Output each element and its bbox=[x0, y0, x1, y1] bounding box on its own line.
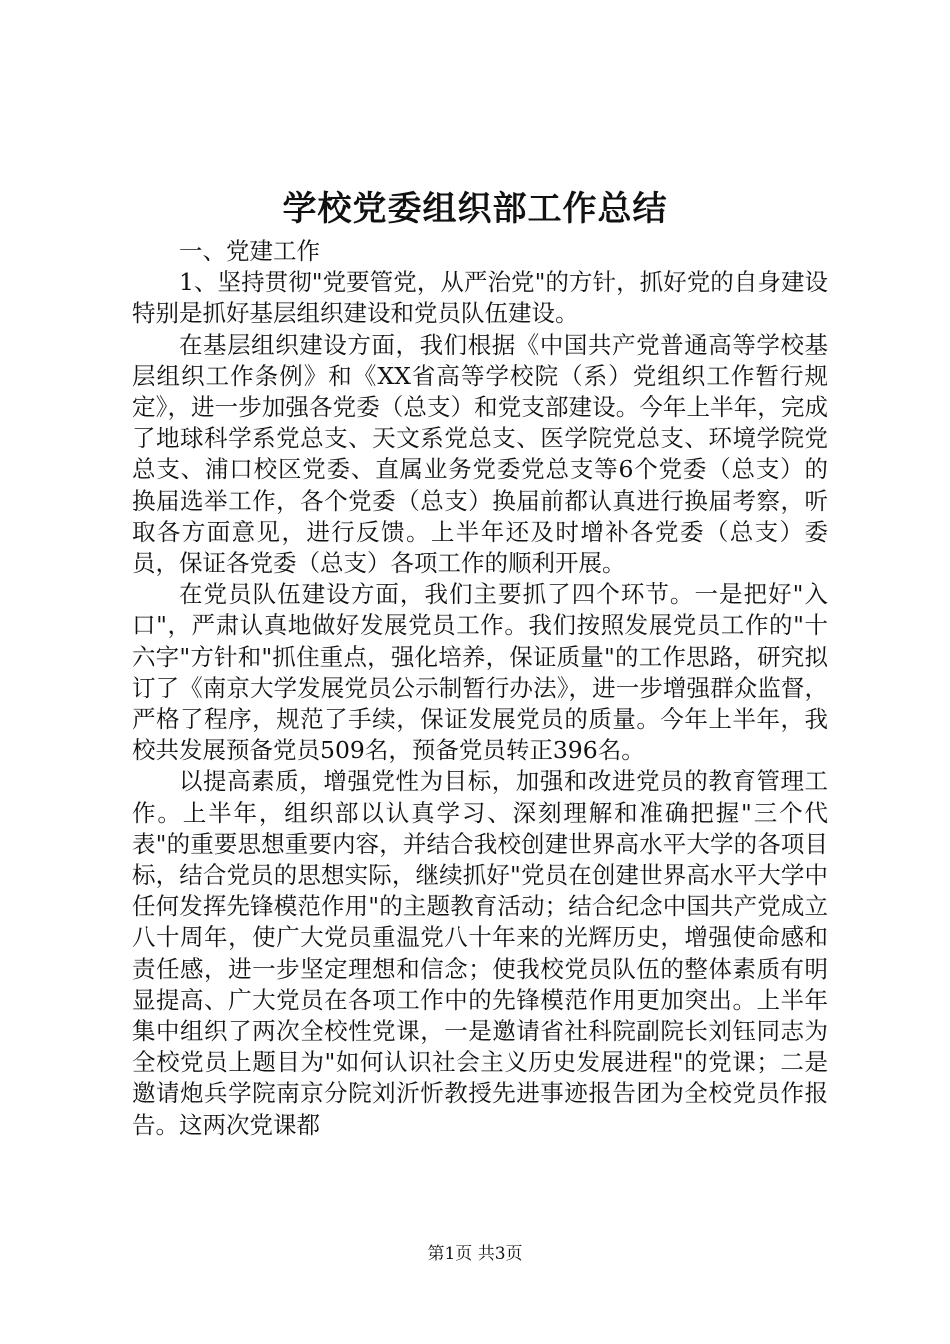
body-paragraph: 以提高素质，增强党性为目标，加强和改进党员的教育管理工作。上半年，组织部以认真学习、深刻理解和准确把握"三个代表"的重要思想重要内容，并结合我校创建世界高水平大学的各项目标，结合党员的思想实际，继续抓好"党员在创建世界高水平大学中任何发挥先锋模范作用"的主题教育活动；结合纪念中国共产党成立八十周年，使广大党员重温党八十年来的光辉历史，增强使命感和责任感，进一步坚定理想和信念；使我校党员队伍的整体素质有明显提高、广大党员在各项工作中的先锋模范作用更加突出。上半年集中组织了两次全校性党课，一是邀请省社科院副院长刘钰同志为全校党员上题目为"如何认识社会主义历史发展进程"的党课；二是邀请炮兵学院南京分院刘沂忻教授先进事迹报告团为全校党员作报告。这两次党课都 bbox=[132, 767, 828, 1139]
document-body bbox=[132, 236, 828, 1141]
body-paragraph: 在党员队伍建设方面，我们主要抓了四个环节。一是把好"入口"，严肃认真地做好发展党员工作。我们按照发展党员工作的"十六字"方针和"抓住重点，强化培养，保证质量"的工作思路，研究拟订了《南京大学发展党员公示制暂行办法》，进一步增强群众监督，严格了程序，规范了手续，保证发展党员的质量。今年上半年，我校共发展预备党员509名，预备党员转正396名。 bbox=[132, 580, 828, 765]
body-paragraph: 在基层组织建设方面，我们根据《中国共产党普通高等学校基层组织工作条例》和《XX省高等学校院（系）党组织工作暂行规定》，进一步加强各党委（总支）和党支部建设。今年上半年，完成了地球科学系党总支、天文系党总支、医学院党总支、环境学院党总支、浦口校区党委、直属业务党委党总支等6个党委（总支）的换届选举工作，各个党委（总支）换届前都认真进行换届考察，听取各方面意见，进行反馈。上半年还及时增补各党委（总支）委员，保证各党委（总支）各项工作的顺利开展。 bbox=[132, 330, 828, 578]
document-title: 学校党委组织部工作总结 bbox=[282, 189, 668, 229]
body-paragraph: 1、坚持贯彻"党要管党，从严治党"的方针，抓好党的自身建设特别是抓好基层组织建设和党员队伍建设。 bbox=[132, 268, 828, 328]
page-number-footer: 第1页 共3页 bbox=[427, 1244, 523, 1264]
section-heading: 一、党建工作 bbox=[179, 237, 320, 265]
